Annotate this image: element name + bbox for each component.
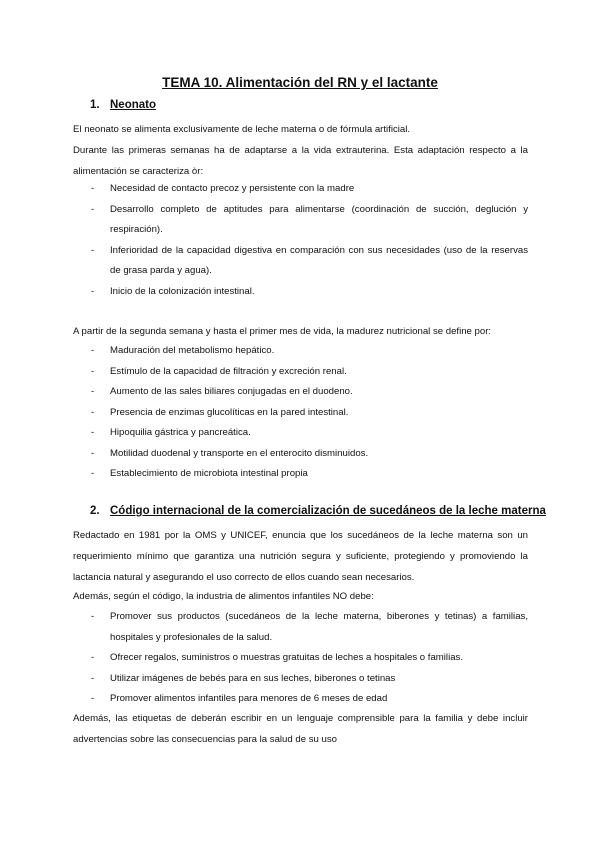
list-dash: - [91,468,95,479]
list-item-text: Promover sus productos (sucedáneos de la leche materna, biberones y tetinas) a familias, hospitales y profesionales de la salud. [110,611,528,643]
section1-list-2 [0,341,600,485]
list-item [0,382,600,403]
list-dash: - [91,203,95,215]
list-item [0,444,600,465]
list-item-text: Presencia de enzimas glucolíticas en la pared intestinal. [110,406,349,418]
list-item [0,282,600,303]
list-dash: - [91,386,95,397]
list-item-text: Inicio de la colonización intestinal. [110,285,255,297]
list-item [0,241,600,282]
list-item-text: Inferioridad de la capacidad digestiva en comparación con sus necesidades (uso de la reservas de grasa parda y agua). [110,244,528,276]
list-dash: - [91,652,95,663]
list-item [0,648,600,669]
list-item [0,689,600,710]
section1-number: 1. [90,99,100,111]
list-dash: - [91,406,95,418]
section1-list-1 [0,179,600,302]
list-item-text: Aumento de las sales biliares conjugadas en el duodeno. [110,386,353,397]
section1-intro: El neonato se alimenta exclusivamente de leche materna o de fórmula artificial. [73,124,411,135]
section2-paragraph-3: Además, las etiquetas de deberán escribir en un lenguaje comprensible para la familia y debe incluir advertencias sobre las consecuencias para la salud de su uso [73,713,528,745]
section2-list [0,607,600,710]
list-dash: - [91,447,95,459]
list-dash: - [91,672,95,684]
section1-paragraph-2: Durante las primeras semanas ha de adaptarse a la vida extrauterina. Esta adaptación respecto a la alimentación se caracteriza òr: [73,145,528,177]
list-item [0,341,600,362]
list-dash: - [91,345,95,356]
section2-heading [90,505,546,517]
list-dash: - [91,693,95,704]
page-title: TEMA 10. Alimentación del RN y el lactante [162,75,438,90]
section2-paragraph-2: Además, según el código, la industria de alimentos infantiles NO debe: [73,591,374,602]
list-dash: - [91,611,95,622]
list-item [0,669,600,690]
list-item [0,200,600,241]
list-item [0,179,600,200]
list-item-text: Promover alimentos infantiles para menores de 6 meses de edad [110,693,388,704]
list-item-text: Establecimiento de microbiota intestinal propia [110,468,308,479]
list-dash: - [91,285,95,297]
list-item-text: Estímulo de la capacidad de filtración y excreción renal. [110,365,347,377]
section2-paragraph-1: Redactado en 1981 por la OMS y UNICEF, enuncia que los sucedáneos de la leche materna son un requerimiento mínimo que garantiza una nutrición segura y suficiente, protegiendo y promoviendo la lactancia natural y asegurando el uso correcto de ellos cuando sean necesarios. [73,530,528,583]
section2-number: 2. [90,505,100,517]
list-item [0,607,600,648]
list-item-text: Utilizar imágenes de bebés para en sus leches, biberones o tetinas [110,672,396,684]
list-dash: - [91,427,95,438]
section1-heading [90,99,156,111]
list-item [0,423,600,444]
list-item-text: Maduración del metabolismo hepático. [110,345,275,356]
list-item-text: Desarrollo completo de aptitudes para alimentarse (coordinación de succión, deglución y respiración). [110,203,528,235]
list-item-text: Hipoquilia gástrica y pancreática. [110,427,251,438]
section2-heading-text: Código internacional de la comercialización de sucedáneos de la leche materna [110,505,546,517]
list-item-text: Ofrecer regalos, suministros o muestras gratuitas de leches a hospitales o familias. [110,652,463,663]
section1-heading-text: Neonato [110,99,156,111]
list-item [0,362,600,383]
list-dash: - [91,244,95,256]
list-dash: - [91,183,95,194]
list-dash: - [91,365,95,377]
list-item-text: Motilidad duodenal y transporte en el enterocito disminuidos. [110,447,369,459]
list-item-text: Necesidad de contacto precoz y persistente con la madre [110,183,355,194]
list-item [0,464,600,485]
list-item [0,403,600,424]
section1-paragraph-3: A partir de la segunda semana y hasta el primer mes de vida, la madurez nutricional se define por: [73,326,492,337]
